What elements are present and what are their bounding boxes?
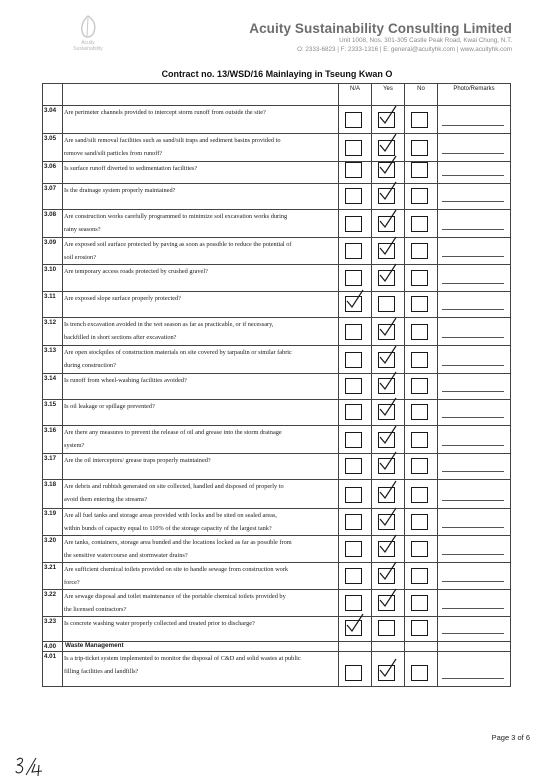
item-number: 3.23 (43, 617, 63, 642)
remarks-line[interactable] (442, 554, 504, 555)
checkbox-no[interactable] (411, 188, 428, 204)
question-line: Is concrete washing water properly collected and treated prior to discharge? (64, 620, 255, 627)
question-line: Are debris and rubbish generated on site collected, handled and disposed of properly to (64, 483, 284, 490)
tick-mark-icon (377, 561, 399, 583)
cell-no (405, 617, 438, 642)
checkbox-na[interactable] (345, 514, 362, 530)
item-number: 3.08 (43, 210, 63, 238)
question-line: Are sand/silt removal facilities such as sand/silt traps and sediment basins provided to (64, 137, 281, 144)
remarks-cell (438, 318, 511, 346)
checkbox-no[interactable] (411, 665, 428, 681)
question-text (63, 374, 339, 400)
checklist-row (43, 292, 511, 318)
question-line: backfilled in short sections after excavation? (64, 334, 177, 341)
item-number: 3.12 (43, 318, 63, 346)
checkbox-no[interactable] (411, 487, 428, 503)
logo-text-line-1: Acuity (81, 40, 95, 46)
checklist-row (43, 509, 511, 536)
checkbox-na[interactable] (345, 112, 362, 128)
question-text (63, 400, 339, 426)
question-text (63, 210, 339, 238)
cell-no (405, 652, 438, 687)
question-line: Is surface runoff diverted to sedimentation facilities? (64, 165, 198, 172)
cell-yes (372, 210, 405, 238)
checkbox-no[interactable] (411, 620, 428, 636)
cell-na (339, 162, 372, 184)
question-line: Are sufficient chemical toilets provided on site to handle sewage from construction work (64, 566, 289, 573)
question-text (63, 106, 339, 134)
remarks-line[interactable] (442, 391, 504, 392)
remarks-cell (438, 480, 511, 509)
checkbox-na[interactable] (345, 140, 362, 156)
cell-no (405, 265, 438, 292)
tick-mark-icon (377, 105, 399, 127)
company-logo (58, 14, 118, 64)
checklist-row (43, 162, 511, 184)
checklist-row (43, 400, 511, 426)
cell-no (405, 162, 438, 184)
question-line: within bunds of capacity equal to 110% of the storage capacity of the largest tank? (64, 525, 272, 532)
cell-na (339, 184, 372, 210)
remarks-line[interactable] (442, 153, 504, 154)
item-number: 3.19 (43, 509, 63, 536)
question-text (63, 346, 339, 374)
question-line: Waste Management (65, 642, 124, 649)
cell-no (405, 426, 438, 454)
remarks-line[interactable] (442, 175, 504, 176)
item-number: 3.05 (43, 134, 63, 162)
question-text (63, 536, 339, 563)
checkbox-na[interactable] (345, 665, 362, 681)
tick-mark-icon (377, 588, 399, 610)
remarks-cell (438, 563, 511, 590)
remarks-line[interactable] (442, 471, 504, 472)
cell-yes (372, 426, 405, 454)
cell-no (405, 536, 438, 563)
remarks-cell (438, 184, 511, 210)
leaf-logo-icon (75, 14, 101, 40)
checkbox-na[interactable] (345, 432, 362, 448)
cell-no (405, 346, 438, 374)
checkbox-no[interactable] (411, 432, 428, 448)
item-number: 3.13 (43, 346, 63, 374)
remarks-line[interactable] (442, 445, 504, 446)
cell-no (405, 563, 438, 590)
cell-na (339, 265, 372, 292)
tick-mark-icon (377, 345, 399, 367)
checkbox-na[interactable] (345, 216, 362, 232)
cell-yes (372, 400, 405, 426)
item-number: 3.09 (43, 238, 63, 265)
remarks-line[interactable] (442, 337, 504, 338)
remarks-cell (438, 590, 511, 617)
cell-na (339, 292, 372, 318)
checklist-row (43, 617, 511, 642)
header-question-cell (63, 84, 339, 106)
cell-no (405, 292, 438, 318)
cell-na (339, 480, 372, 509)
question-line: remove sand/silt particles from runoff? (64, 150, 163, 157)
cell-no (405, 374, 438, 400)
remarks-cell (438, 238, 511, 265)
question-line: Are there any measures to prevent the release of oil and grease into the storm drainage (64, 429, 282, 436)
remarks-line[interactable] (442, 365, 504, 366)
question-line: rainy seasons? (64, 226, 101, 233)
item-number: 3.04 (43, 106, 63, 134)
checklist-row (43, 210, 511, 238)
cell-na (339, 318, 372, 346)
item-number: 3.07 (43, 184, 63, 210)
cell-yes (372, 454, 405, 480)
checkbox-na[interactable] (345, 568, 362, 584)
cell-na (339, 134, 372, 162)
logo-text-line-2: Sustainability (73, 46, 103, 52)
header-na: N/A (339, 84, 372, 106)
checkbox-na[interactable] (345, 188, 362, 204)
checkbox-no[interactable] (411, 324, 428, 340)
item-number: 4.01 (43, 652, 63, 687)
question-line: soil erosion? (64, 254, 97, 261)
checkbox-na[interactable] (345, 378, 362, 394)
tick-mark-icon (344, 613, 366, 635)
checkbox-no[interactable] (411, 352, 428, 368)
tick-mark-icon (377, 133, 399, 155)
remarks-cell (438, 642, 511, 652)
item-number: 3.06 (43, 162, 63, 184)
checkbox-no[interactable] (411, 378, 428, 394)
remarks-line[interactable] (442, 678, 504, 679)
checkbox-no[interactable] (411, 216, 428, 232)
remarks-cell (438, 374, 511, 400)
remarks-cell (438, 536, 511, 563)
remarks-cell (438, 346, 511, 374)
tick-mark-icon (377, 317, 399, 339)
checkbox-na[interactable] (345, 352, 362, 368)
page-number: Page 3 of 6 (491, 733, 530, 742)
checkbox-no[interactable] (411, 112, 428, 128)
cell-na (339, 426, 372, 454)
remarks-cell (438, 265, 511, 292)
checkbox-na[interactable] (345, 404, 362, 420)
question-text (63, 184, 339, 210)
checklist-row (43, 454, 511, 480)
item-number: 3.14 (43, 374, 63, 400)
checklist-row (43, 563, 511, 590)
tick-mark-icon (377, 480, 399, 502)
cell-yes (372, 642, 405, 652)
cell-yes (372, 617, 405, 642)
checklist-row (43, 318, 511, 346)
question-text (63, 480, 339, 509)
checkbox-na[interactable] (345, 595, 362, 611)
cell-na (339, 346, 372, 374)
remarks-line[interactable] (442, 633, 504, 634)
item-number: 3.11 (43, 292, 63, 318)
checklist-row (43, 134, 511, 162)
remarks-cell (438, 400, 511, 426)
question-line: Is the drainage system properly maintained? (64, 187, 176, 194)
tick-mark-icon (377, 451, 399, 473)
header-remarks: Photo/Remarks (438, 84, 511, 106)
cell-yes (372, 509, 405, 536)
cell-no (405, 509, 438, 536)
checkbox-no[interactable] (411, 541, 428, 557)
question-line: Is a trip-ticket system implemented to monitor the disposal of C&D and solid wastes at public (64, 655, 301, 662)
checkbox-na[interactable] (345, 458, 362, 474)
handwritten-initials (14, 755, 48, 782)
remarks-cell (438, 210, 511, 238)
cell-yes (372, 238, 405, 265)
cell-yes (372, 480, 405, 509)
checkbox-na[interactable] (345, 541, 362, 557)
remarks-line[interactable] (442, 608, 504, 609)
checklist-row (43, 590, 511, 617)
checkbox-no[interactable] (411, 458, 428, 474)
item-number: 3.10 (43, 265, 63, 292)
question-line: Is oil leakage or spillage prevented? (64, 403, 155, 410)
question-line: the licensed contractors? (64, 606, 127, 613)
cell-no (405, 480, 438, 509)
checkbox-no[interactable] (411, 568, 428, 584)
checkbox-no[interactable] (411, 595, 428, 611)
cell-yes (372, 292, 405, 318)
cell-yes (372, 106, 405, 134)
cell-yes (372, 346, 405, 374)
remarks-cell (438, 292, 511, 318)
header-no: No (405, 84, 438, 106)
remarks-line[interactable] (442, 229, 504, 230)
cell-no (405, 318, 438, 346)
cell-na (339, 617, 372, 642)
remarks-cell (438, 162, 511, 184)
checkbox-no[interactable] (411, 404, 428, 420)
remarks-line[interactable] (442, 500, 504, 501)
checkbox-yes[interactable] (378, 620, 395, 636)
question-line: Are exposed slope surface properly protected? (64, 295, 181, 302)
item-number: 3.16 (43, 426, 63, 454)
cell-yes (372, 536, 405, 563)
checklist-row (43, 374, 511, 400)
tick-mark-icon (377, 658, 399, 680)
tick-mark-icon (377, 236, 399, 258)
checkbox-na[interactable] (345, 324, 362, 340)
cell-na (339, 642, 372, 652)
remarks-line[interactable] (442, 283, 504, 284)
item-number: 3.15 (43, 400, 63, 426)
checklist-row (43, 536, 511, 563)
tick-mark-icon (377, 425, 399, 447)
cell-na (339, 374, 372, 400)
checklist-row (43, 426, 511, 454)
remarks-line[interactable] (442, 581, 504, 582)
cell-yes (372, 563, 405, 590)
cell-no (405, 642, 438, 652)
header-yes: Yes (372, 84, 405, 106)
question-line: during construction? (64, 362, 116, 369)
tick-mark-icon (377, 534, 399, 556)
cell-no (405, 134, 438, 162)
question-text (63, 563, 339, 590)
checklist-row (43, 652, 511, 687)
question-line: the sensitive watercourse and stormwater drains? (64, 552, 188, 559)
cell-na (339, 509, 372, 536)
item-number: 4.00 (43, 642, 63, 652)
cell-na (339, 652, 372, 687)
question-line: Are exposed soil surface protected by paving as soon as possible to reduce the potential of (64, 241, 292, 248)
remarks-cell (438, 426, 511, 454)
section-title (63, 642, 339, 652)
question-line: filling facilities and landfills? (64, 668, 139, 675)
tick-mark-icon (377, 371, 399, 393)
question-line: Are the oil interceptors/ grease traps properly maintained? (64, 457, 211, 464)
checkbox-no[interactable] (411, 514, 428, 530)
question-line: Are tanks, containers, storage area bunded and the locations locked as far as possible from (64, 539, 292, 546)
cell-yes (372, 374, 405, 400)
section-row (43, 642, 511, 652)
item-number: 3.22 (43, 590, 63, 617)
tick-mark-icon (377, 155, 399, 177)
checklist-row (43, 238, 511, 265)
cell-na (339, 454, 372, 480)
remarks-cell (438, 454, 511, 480)
cell-na (339, 238, 372, 265)
cell-na (339, 400, 372, 426)
tick-mark-icon (344, 289, 366, 311)
cell-no (405, 400, 438, 426)
checkbox-yes[interactable] (378, 296, 395, 312)
checklist-row (43, 106, 511, 134)
cell-yes (372, 318, 405, 346)
question-line: system? (64, 442, 85, 449)
cell-no (405, 184, 438, 210)
checkbox-na[interactable] (345, 243, 362, 259)
checklist-row (43, 346, 511, 374)
company-contact: O: 2333-6823 | F: 2333-1316 | E: general@acuityhk.com | www.acuityhk.com (296, 46, 512, 53)
question-line: Is trench excavation avoided in the wet season as far as practicable, or if necessary, (64, 321, 274, 328)
cell-no (405, 210, 438, 238)
tick-mark-icon (377, 397, 399, 419)
question-text (63, 652, 339, 687)
header-number-cell (43, 84, 63, 106)
cell-yes (372, 590, 405, 617)
question-text (63, 238, 339, 265)
question-line: Are perimeter channels provided to intercept storm runoff from outside the site? (64, 109, 266, 116)
remarks-cell (438, 617, 511, 642)
question-text (63, 292, 339, 318)
question-text (63, 454, 339, 480)
cell-na (339, 536, 372, 563)
remarks-cell (438, 106, 511, 134)
cell-no (405, 590, 438, 617)
checkbox-no[interactable] (411, 243, 428, 259)
checkbox-no[interactable] (411, 296, 428, 312)
checkbox-na[interactable] (345, 270, 362, 286)
question-text (63, 590, 339, 617)
remarks-line[interactable] (442, 256, 504, 257)
cell-yes (372, 184, 405, 210)
checkbox-no[interactable] (411, 140, 428, 156)
question-line: Are open stockpiles of construction materials on site covered by tarpaulin or similar fabric (64, 349, 292, 356)
table-header-row (43, 84, 511, 106)
checklist-table (42, 83, 511, 687)
tick-mark-icon (377, 507, 399, 529)
question-text (63, 318, 339, 346)
item-number: 3.21 (43, 563, 63, 590)
checkbox-no[interactable] (411, 270, 428, 286)
question-line: force? (64, 579, 80, 586)
question-text (63, 617, 339, 642)
cell-na (339, 106, 372, 134)
remarks-line[interactable] (442, 201, 504, 202)
question-line: Is runoff from wheel-washing facilities avoided? (64, 377, 187, 384)
remarks-line[interactable] (442, 125, 504, 126)
question-text (63, 509, 339, 536)
remarks-line[interactable] (442, 309, 504, 310)
cell-no (405, 454, 438, 480)
question-text (63, 426, 339, 454)
item-number: 3.17 (43, 454, 63, 480)
question-text (63, 265, 339, 292)
cell-no (405, 106, 438, 134)
question-line: Are sewage disposal and toilet maintenance of the portable chemical toilets provided by (64, 593, 286, 600)
question-line: Are all fuel tanks and storage areas provided with locks and be sited on sealed areas, (64, 512, 277, 519)
remarks-line[interactable] (442, 527, 504, 528)
checkbox-no[interactable] (411, 162, 428, 178)
remarks-line[interactable] (442, 417, 504, 418)
checkbox-na[interactable] (345, 487, 362, 503)
question-line: Are temporary access roads protected by crushed gravel? (64, 268, 208, 275)
checklist-row (43, 480, 511, 509)
cell-na (339, 210, 372, 238)
checklist-row (43, 184, 511, 210)
item-number: 3.18 (43, 480, 63, 509)
remarks-cell (438, 509, 511, 536)
tick-mark-icon (377, 209, 399, 231)
question-line: avoid them entering the streams? (64, 496, 148, 503)
item-number: 3.20 (43, 536, 63, 563)
remarks-cell (438, 652, 511, 687)
company-name: Acuity Sustainability Consulting Limited (249, 21, 512, 36)
tick-mark-icon (377, 263, 399, 285)
question-text (63, 134, 339, 162)
checkbox-na[interactable] (345, 162, 362, 178)
tick-mark-icon (377, 181, 399, 203)
question-text (63, 162, 339, 184)
cell-na (339, 563, 372, 590)
company-address: Unit 1008, Nos. 301-305 Castle Peak Road, Kwai Chung, N.T. (339, 37, 512, 44)
cell-yes (372, 652, 405, 687)
contract-title: Contract no. 13/WSD/16 Mainlaying in Tseung Kwan O (161, 69, 393, 79)
company-header (249, 21, 512, 54)
checklist-row (43, 265, 511, 292)
remarks-cell (438, 134, 511, 162)
cell-no (405, 238, 438, 265)
question-line: Are construction works carefully programmed to minimize soil excavation works during (64, 213, 288, 220)
cell-yes (372, 265, 405, 292)
